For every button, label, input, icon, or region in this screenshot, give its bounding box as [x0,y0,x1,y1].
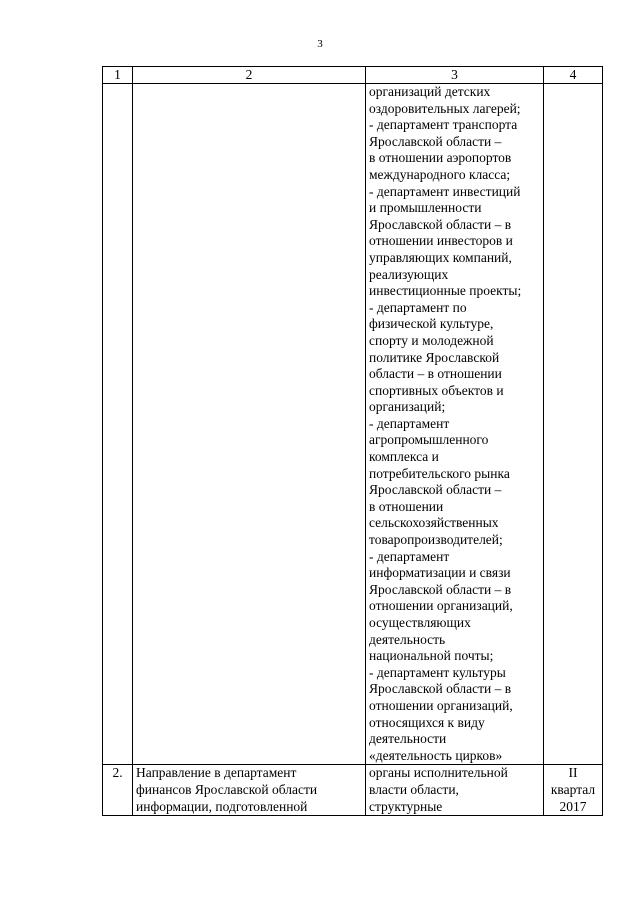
header-col-1: 1 [103,67,133,84]
row-number: 2. [103,765,133,816]
page-number: 3 [317,38,323,50]
row-term: II квартал 2017 [544,765,603,816]
row-measure: Направление в департамент финансов Ярославской области информации, подготовленной [133,765,366,816]
header-col-2: 2 [133,67,366,84]
table-header-row [103,67,603,84]
header-col-3: 3 [366,67,544,84]
row-executor: организаций детских оздоровительных лагерей; - департамент транспорта Ярославской области – в отношении аэропортов международного класса; - департамент инвестиций и промышленности Ярославской области – в отношении инвесторов и управляющих компаний, реализующих инвестиционные проекты; - департамент по физической культуре, спорту и молодежной политике Ярославской области – в отношении спортивных объектов и организаций; - департамент агропромышленного комплекса и потребительского рынка Ярославской области – в отношении сельскохозяйственных товаропроизводителей; - департамент информатизации и связи Ярославской области – в отношении организаций, осуществляющих деятельность национальной почты; - департамент культуры Ярославской области – в отношении организаций, относящихся к виду деятельности «деятельность цирков» [366,84,544,765]
plan-table [102,66,603,816]
table-row [103,765,603,816]
row-measure [133,84,366,765]
row-executor: органы исполнительной власти области, структурные [366,765,544,816]
row-term [544,84,603,765]
table-row [103,84,603,765]
header-col-4: 4 [544,67,603,84]
row-number [103,84,133,765]
